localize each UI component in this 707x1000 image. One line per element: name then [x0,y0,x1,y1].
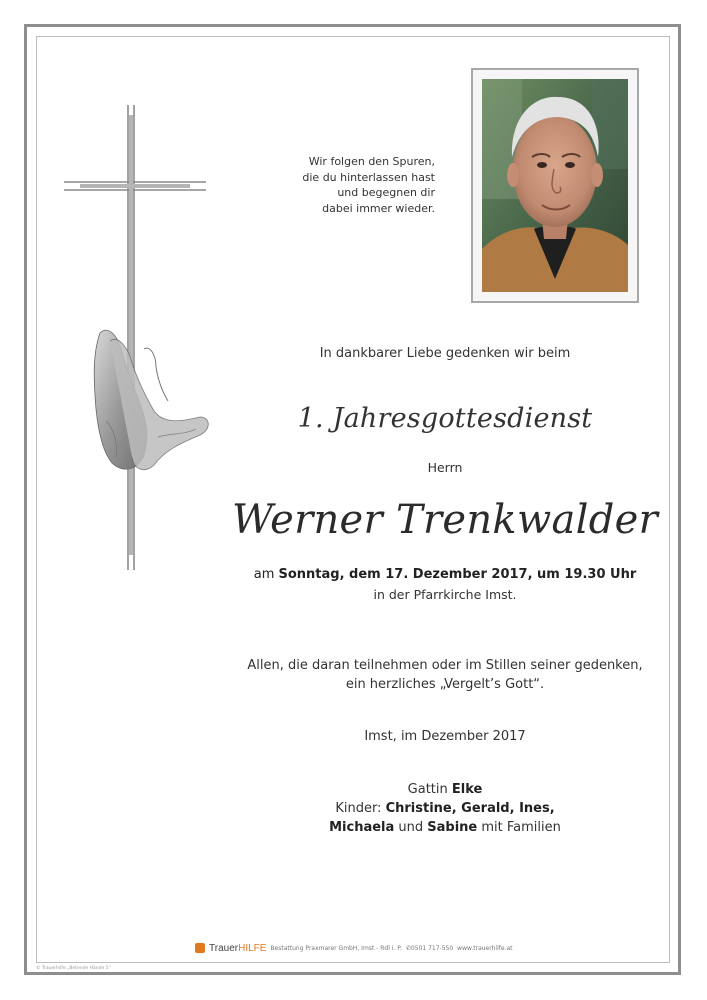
service-location: in der Pfarrkirche Imst. [373,587,517,602]
brand-name [209,943,266,954]
brand-accent: HILFE [238,942,267,954]
thanks-line-1: Allen, die daran teilnehmen oder im Stillen seiner gedenken, [247,658,643,673]
brand-main: Trauer [209,942,239,954]
date-prefix: am [253,567,279,582]
website-link[interactable]: www.trauerhilfe.at [457,944,513,952]
trauerhilfe-logo-icon [195,943,205,953]
verse-line: und begegnen dir [337,186,435,199]
spouse-name: Elke [451,782,483,797]
deceased-name: Werner Trenkwalder [231,497,659,543]
honorific: Herrn [427,460,463,475]
phone-number: ✆0501 717-550 [405,944,454,952]
place-date: Imst, im Dezember 2017 [364,729,526,744]
service-title: 1. Jahresgottesdienst [297,403,593,434]
spouse-label: Gattin [407,782,452,797]
company-info: Bestattung Praxmarer GmbH, Imst - Rdl i. P. [270,944,402,952]
child-name-michaela: Michaela [329,820,395,835]
intro-text: In dankbarer Liebe gedenken wir beim [319,346,571,361]
verse-line: Wir folgen den Spuren, [308,155,435,168]
family-children-1 [200,801,690,816]
family-spouse [200,782,690,797]
children-suffix: mit Familien [477,820,561,835]
verse-line: dabei immer wieder. [322,201,435,215]
praying-hands-icon [88,325,213,475]
child-name-sabine: Sabine [427,820,478,835]
memorial-verse [235,154,435,216]
verse-line: die du hinterlassen hast [302,170,435,184]
thanks-line-2: ein herzliches „Vergelt’s Gott“. [345,677,545,692]
footer [195,942,515,954]
copyright-note: © Trauerhilfe „Betende Hände 1“ [36,966,111,971]
service-date [200,567,690,582]
portrait-photo [482,79,628,292]
date-bold: Sonntag, dem 17. Dezember 2017, um 19.30 Uhr [278,567,637,582]
family-children-2 [200,820,690,835]
children-names-1: Christine, Gerald, Ines, [385,801,555,816]
children-and: und [394,820,428,835]
portrait-frame [471,68,639,303]
children-label: Kinder: [335,801,386,816]
